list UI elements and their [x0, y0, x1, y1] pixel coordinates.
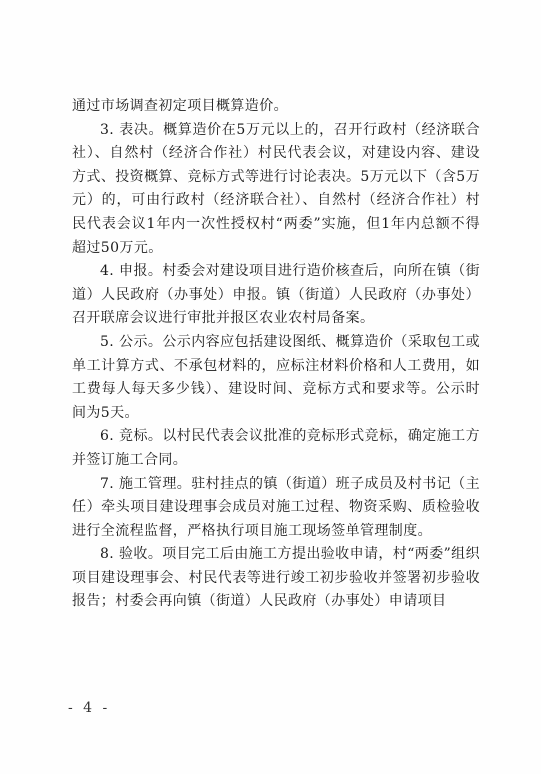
- document-body: [72, 95, 480, 614]
- paragraph-application: 4. 申报。村委会对建设项目进行造价核查后，向所在镇（街道）人民政府（办事处）申报。镇（街道）人民政府（办事处）召开联席会议进行审批并报区农业农村局备案。: [72, 263, 480, 327]
- paragraph-vote: 3. 表决。概算造价在5万元以上的，召开行政村（经济联合社）、自然村（经济合作社）村民代表会议，对建设内容、建设方式、投资概算、竞标方式等进行讨论表决。5万元以下（含5万元）的，可由行政村（经济联合社）、自然村（经济合作社）村民代表会议1年内一次性授权村“两委”实施，但1年内总额不得超过50万元。: [72, 121, 480, 256]
- paragraph-publicity: 5. 公示。公示内容应包括建设图纸、概算造价（采取包工或单工计算方式、不承包材料的，应标注材料价格和人工费用，如工费每人每天多少钱）、建设时间、竞标方式和要求等。公示时间为5天。: [72, 333, 480, 421]
- paragraph-continuation: 通过市场调查初定项目概算造价。: [72, 98, 288, 114]
- paragraph-construction-management: 7. 施工管理。驻村挂点的镇（街道）班子成员及村书记（主任）牵头项目建设理事会成员对施工过程、物资采购、质检验收进行全流程监督，严格执行项目施工现场签单管理制度。: [72, 475, 480, 539]
- paragraph-acceptance: 8. 验收。项目完工后由施工方提出验收申请，村“两委”组织项目建设理事会、村民代表等进行竣工初步验收并签署初步验收报告；村委会再向镇（街道）人民政府（办事处）申请项目: [72, 546, 480, 610]
- page-number: - 4 -: [68, 700, 111, 716]
- paragraph-bidding: 6. 竞标。以村民代表会议批准的竞标形式竞标，确定施工方并签订施工合同。: [72, 428, 480, 468]
